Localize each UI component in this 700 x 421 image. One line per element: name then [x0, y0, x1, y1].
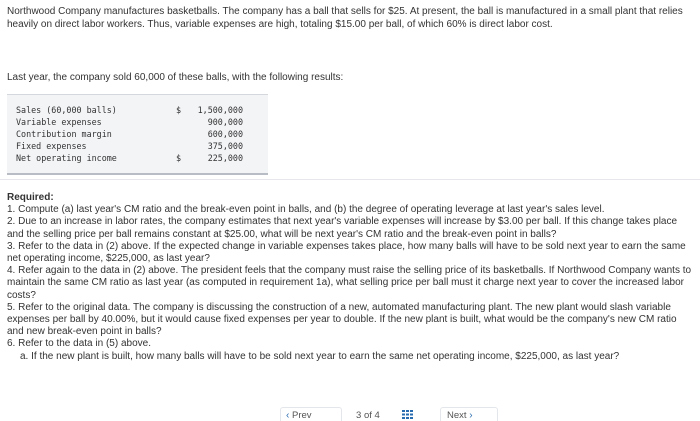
income-statement-table [7, 94, 268, 175]
dollar-sign: $ [176, 105, 182, 115]
next-label: Next [447, 410, 467, 421]
page-total: 4 [374, 410, 380, 421]
table-row [16, 140, 256, 152]
prev-label: Prev [291, 410, 312, 421]
row-label: Contribution margin [16, 129, 112, 139]
page-of: of [363, 410, 372, 421]
pagination-bar [0, 410, 700, 421]
page-current: 3 [356, 410, 362, 421]
table-row [16, 104, 256, 116]
required-section [7, 192, 695, 363]
table-row [16, 128, 256, 140]
row-value: 1,500,000 [197, 105, 243, 115]
row-label: Fixed expenses [16, 141, 87, 151]
requirement-6a: a. If the new plant is built, how many balls will have to be sold next year to earn the same net operating income, $225,000, as last year? [20, 350, 620, 362]
chevron-right-icon: › [469, 410, 473, 421]
prev-button[interactable] [286, 410, 312, 421]
requirement-4: 4. Refer again to the data in (2) above. The president feels that the company must raise the selling price of its basketballs. If Northwood Company wants to maintain the same CM ratio as last year (as computed in requirement 1a), what selling price per ball must it charge next year to cover the increased labor costs? [7, 265, 692, 301]
section-divider [0, 179, 700, 180]
requirement-3: 3. Refer to the data in (2) above. If the expected change in variable expenses takes place, how many balls will have to be sold next year to earn the same net operating income, $225,000, as last year? [7, 240, 686, 265]
row-value: 900,000 [207, 117, 243, 127]
page-indicator [356, 410, 380, 421]
problem-intro: Northwood Company manufactures basketballs. The company has a ball that sells for $25. At present, the ball is manufactured in a small plant that relies heavily on direct labor workers. Thus, variable expenses are high, totaling $15.00 per ball, of which 60% is direct labor cost. [7, 6, 683, 30]
row-label: Net operating income [16, 153, 117, 163]
requirement-6: 6. Refer to the data in (5) above. [7, 338, 151, 350]
requirement-5: 5. Refer to the original data. The company is discussing the construction of a new, automated manufacturing plant. The new plant would slash variable expenses per ball by 40.00%, but it would cause fixed expenses per year to double. If the new plant is built, what would be the company's new CM ratio and new break-even point in balls? [7, 301, 677, 338]
next-button[interactable] [447, 410, 473, 421]
required-heading: Required: [7, 192, 54, 203]
table-row [16, 116, 256, 128]
last-year-text: Last year, the company sold 60,000 of these balls, with the following results: [7, 72, 344, 83]
dollar-sign: $ [176, 153, 182, 163]
row-value: 600,000 [207, 129, 243, 139]
row-label: Sales (60,000 balls) [16, 105, 117, 115]
requirement-2: 2. Due to an increase in labor rates, the company estimates that next year's variable expenses will increase by $3.00 per ball. If this change takes place and the selling price per ball remains constant at $25.00, what will be next year's CM ratio and the break-even point in balls? [7, 216, 678, 240]
requirement-1: 1. Compute (a) last year's CM ratio and the break-even point in balls, and (b) the degree of operating leverage at last year's sales level. [7, 204, 605, 216]
row-label: Variable expenses [16, 117, 102, 127]
grid-icon[interactable] [402, 410, 413, 419]
row-value: 375,000 [207, 141, 243, 151]
table-row [16, 152, 256, 164]
row-value: 225,000 [207, 153, 243, 163]
chevron-left-icon: ‹ [286, 410, 290, 421]
